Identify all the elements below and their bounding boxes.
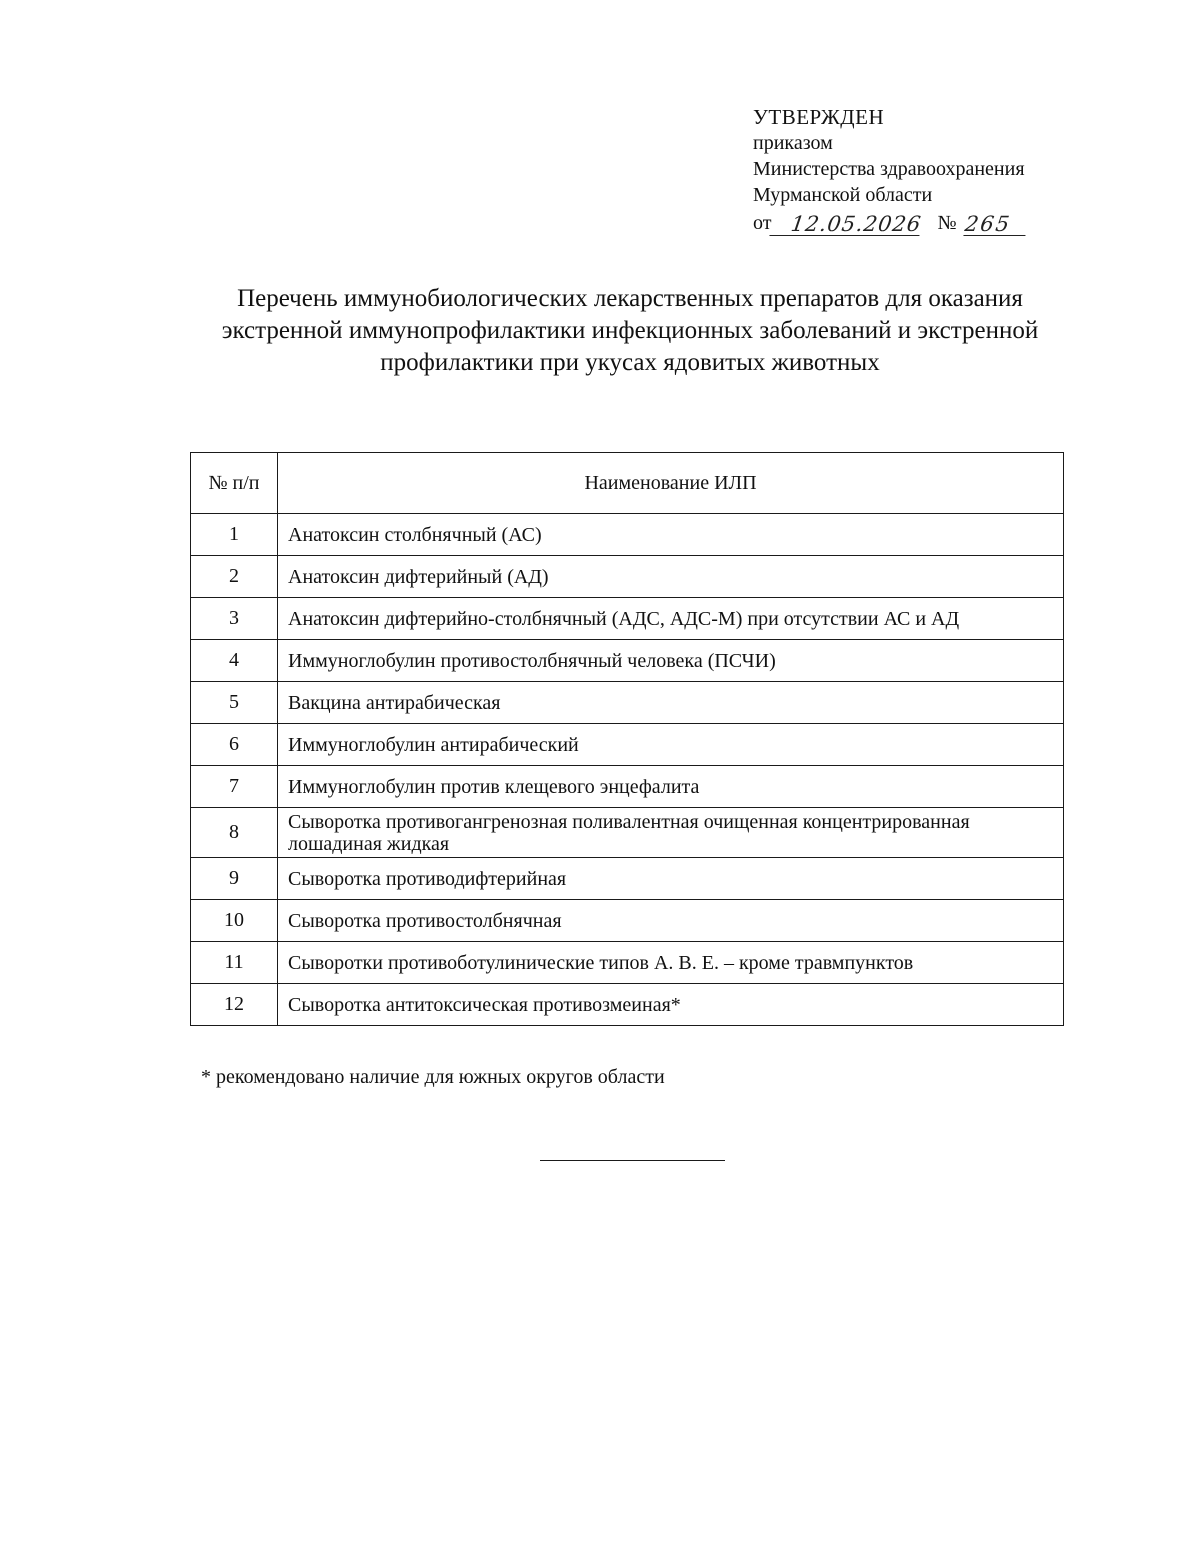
document-title: [190, 283, 1070, 379]
order-date-number-line: [753, 208, 1133, 236]
approval-line-2: Министерства здравоохранения: [753, 158, 1025, 180]
row-name: Анатоксин дифтерийно-столбнячный (АДС, АДС-М) при отсутствии АС и АД: [278, 598, 1064, 640]
row-name: Сыворотки противоботулинические типов А. В. Е. – кроме травмпунктов: [278, 942, 1064, 984]
row-number: 8: [191, 808, 278, 858]
table-row: [191, 514, 1064, 556]
title-line-2: экстренной иммунопрофилактики инфекционных заболеваний и экстренной: [221, 317, 1039, 344]
table-row: [191, 724, 1064, 766]
table-row: [191, 640, 1064, 682]
row-number: 7: [191, 766, 278, 808]
ilp-table: [190, 452, 1064, 1026]
row-number: 6: [191, 724, 278, 766]
row-number: 4: [191, 640, 278, 682]
table-row: [191, 858, 1064, 900]
row-name: Иммуноглобулин противостолбнячный человека (ПСЧИ): [278, 640, 1064, 682]
row-number: 9: [191, 858, 278, 900]
row-number: 1: [191, 514, 278, 556]
row-name: Сыворотка противостолбнячная: [278, 900, 1064, 942]
footnote: * рекомендовано наличие для южных округов области: [201, 1066, 665, 1088]
table-row: [191, 556, 1064, 598]
number-label: №: [937, 212, 957, 234]
row-name: Анатоксин столбнячный (АС): [278, 514, 1064, 556]
row-number: 5: [191, 682, 278, 724]
handwritten-order-number: 265: [963, 213, 1028, 236]
table-row: [191, 984, 1064, 1026]
table-row: [191, 942, 1064, 984]
column-header-number: № п/п: [191, 453, 278, 514]
row-name: Анатоксин дифтерийный (АД): [278, 556, 1064, 598]
row-name: Иммуноглобулин против клещевого энцефалита: [278, 766, 1064, 808]
approval-line-1: приказом: [753, 132, 833, 154]
row-number: 2: [191, 556, 278, 598]
row-number: 10: [191, 900, 278, 942]
row-name: Вакцина антирабическая: [278, 682, 1064, 724]
table-row: [191, 808, 1064, 858]
approval-block: [753, 104, 1133, 236]
row-name: Сыворотка антитоксическая противозмеиная*: [278, 984, 1064, 1026]
row-name: Сыворотка противогангренозная поливалентная очищенная концентрированная лошадиная жидкая: [278, 808, 1064, 858]
table-row: [191, 900, 1064, 942]
handwritten-date: 12.05.2026: [770, 213, 923, 236]
column-header-name: Наименование ИЛП: [278, 453, 1064, 514]
table-row: [191, 682, 1064, 724]
table-row: [191, 766, 1064, 808]
row-name: Сыворотка противодифтерийная: [278, 858, 1064, 900]
closing-divider: [540, 1160, 725, 1161]
row-number: 3: [191, 598, 278, 640]
approval-line-3: Мурманской области: [753, 184, 933, 206]
row-number: 11: [191, 942, 278, 984]
table-row: [191, 598, 1064, 640]
title-line-3: профилактики при укусах ядовитых животных: [380, 349, 880, 376]
table-header-row: [191, 453, 1064, 514]
approval-heading: УТВЕРЖДЕН: [753, 105, 885, 129]
row-number: 12: [191, 984, 278, 1026]
row-name: Иммуноглобулин антирабический: [278, 724, 1064, 766]
date-prefix: от: [753, 212, 772, 234]
title-line-1: Перечень иммунобиологических лекарственных препаратов для оказания: [237, 285, 1023, 312]
